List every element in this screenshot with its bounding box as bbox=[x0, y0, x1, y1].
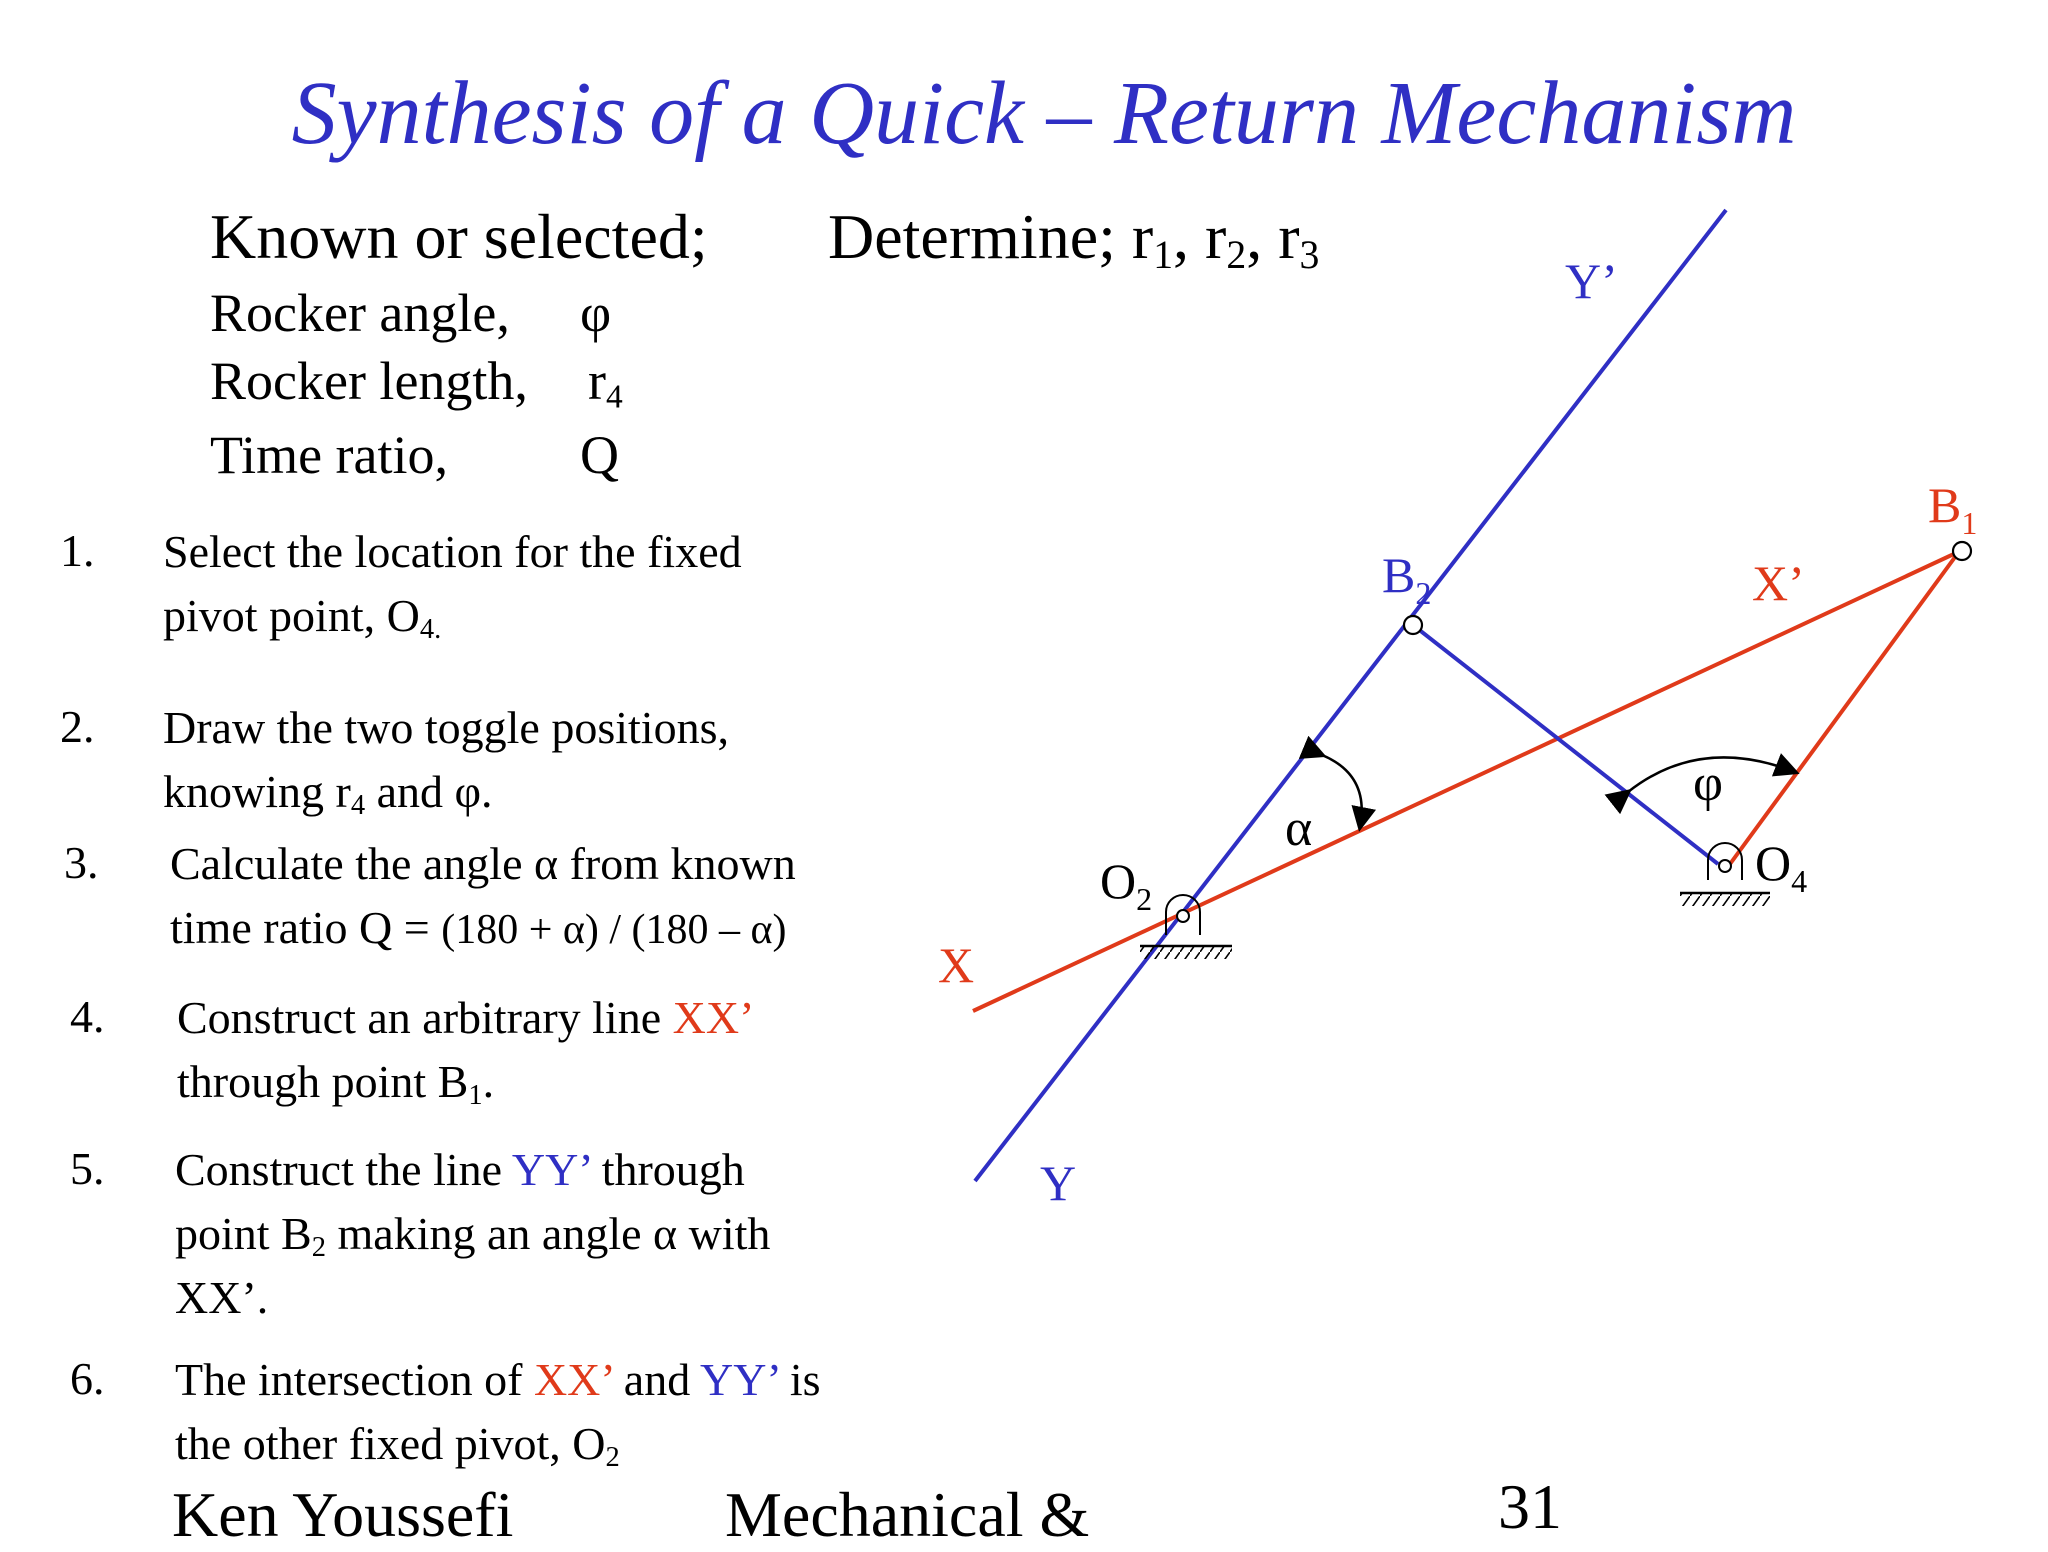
step-4-number: 4. bbox=[70, 991, 105, 1042]
label-y: Y bbox=[1040, 1155, 1077, 1211]
label-o2: $O_2$ bbox=[1100, 853, 1153, 917]
given-rocker-length: Rocker length, $r_4$ bbox=[210, 351, 623, 416]
label-y-prime: Y’ bbox=[1565, 253, 1618, 309]
step-5-text: Construct the line YY’ through point $B_2$ making an angle α with XX’. bbox=[175, 1144, 771, 1323]
label-x: X bbox=[938, 937, 975, 993]
rocker-b2-link bbox=[1413, 625, 1718, 864]
step-3-text: Calculate the angle α from known time ratio Q = (180 + α) / (180 – α) bbox=[170, 838, 796, 953]
alpha-arc-arrow bbox=[1322, 755, 1362, 827]
joint-b1 bbox=[1953, 542, 1971, 560]
step-2-text: Draw the two toggle positions, knowing $r_4$ and φ. bbox=[163, 702, 729, 822]
step-4-text: Construct an arbitrary line XX’ through point $B_1$. bbox=[177, 992, 755, 1112]
footer-author: Ken Youssefi bbox=[172, 1479, 514, 1550]
footer-department: Mechanical & bbox=[725, 1479, 1090, 1550]
label-b2: $B_2$ bbox=[1382, 547, 1432, 611]
known-heading: Known or selected; bbox=[210, 201, 708, 272]
footer-page-number: 31 bbox=[1498, 1471, 1562, 1542]
step-5-number: 5. bbox=[70, 1143, 105, 1194]
label-phi: φ bbox=[1693, 755, 1724, 812]
label-alpha: α bbox=[1285, 800, 1313, 857]
given-time-ratio: Time ratio, Q bbox=[210, 425, 619, 485]
step-3-number: 3. bbox=[64, 837, 99, 888]
line-yy bbox=[975, 210, 1726, 1181]
step-1-text: Select the location for the fixed pivot point, $O_{4.}$ bbox=[163, 526, 742, 646]
step-1-number: 1. bbox=[60, 525, 95, 576]
label-b1: $B_1$ bbox=[1928, 477, 1978, 541]
slide-title: Synthesis of a Quick – Return Mechanism bbox=[291, 64, 1797, 163]
step-2-number: 2. bbox=[60, 701, 95, 752]
step-6-number: 6. bbox=[70, 1353, 105, 1404]
line-xx bbox=[973, 553, 1956, 1011]
joint-b2 bbox=[1404, 616, 1422, 634]
given-rocker-angle: Rocker angle, φ bbox=[210, 283, 612, 343]
label-x-prime: X’ bbox=[1752, 555, 1805, 611]
label-o4: $O_4$ bbox=[1755, 835, 1808, 899]
step-6-text: The intersection of XX’ and YY’ is the other fixed pivot, $O_2$ bbox=[175, 1354, 821, 1474]
determine-heading: Determine; $r_1$, $r_2$, $r_3$ bbox=[828, 201, 1320, 277]
